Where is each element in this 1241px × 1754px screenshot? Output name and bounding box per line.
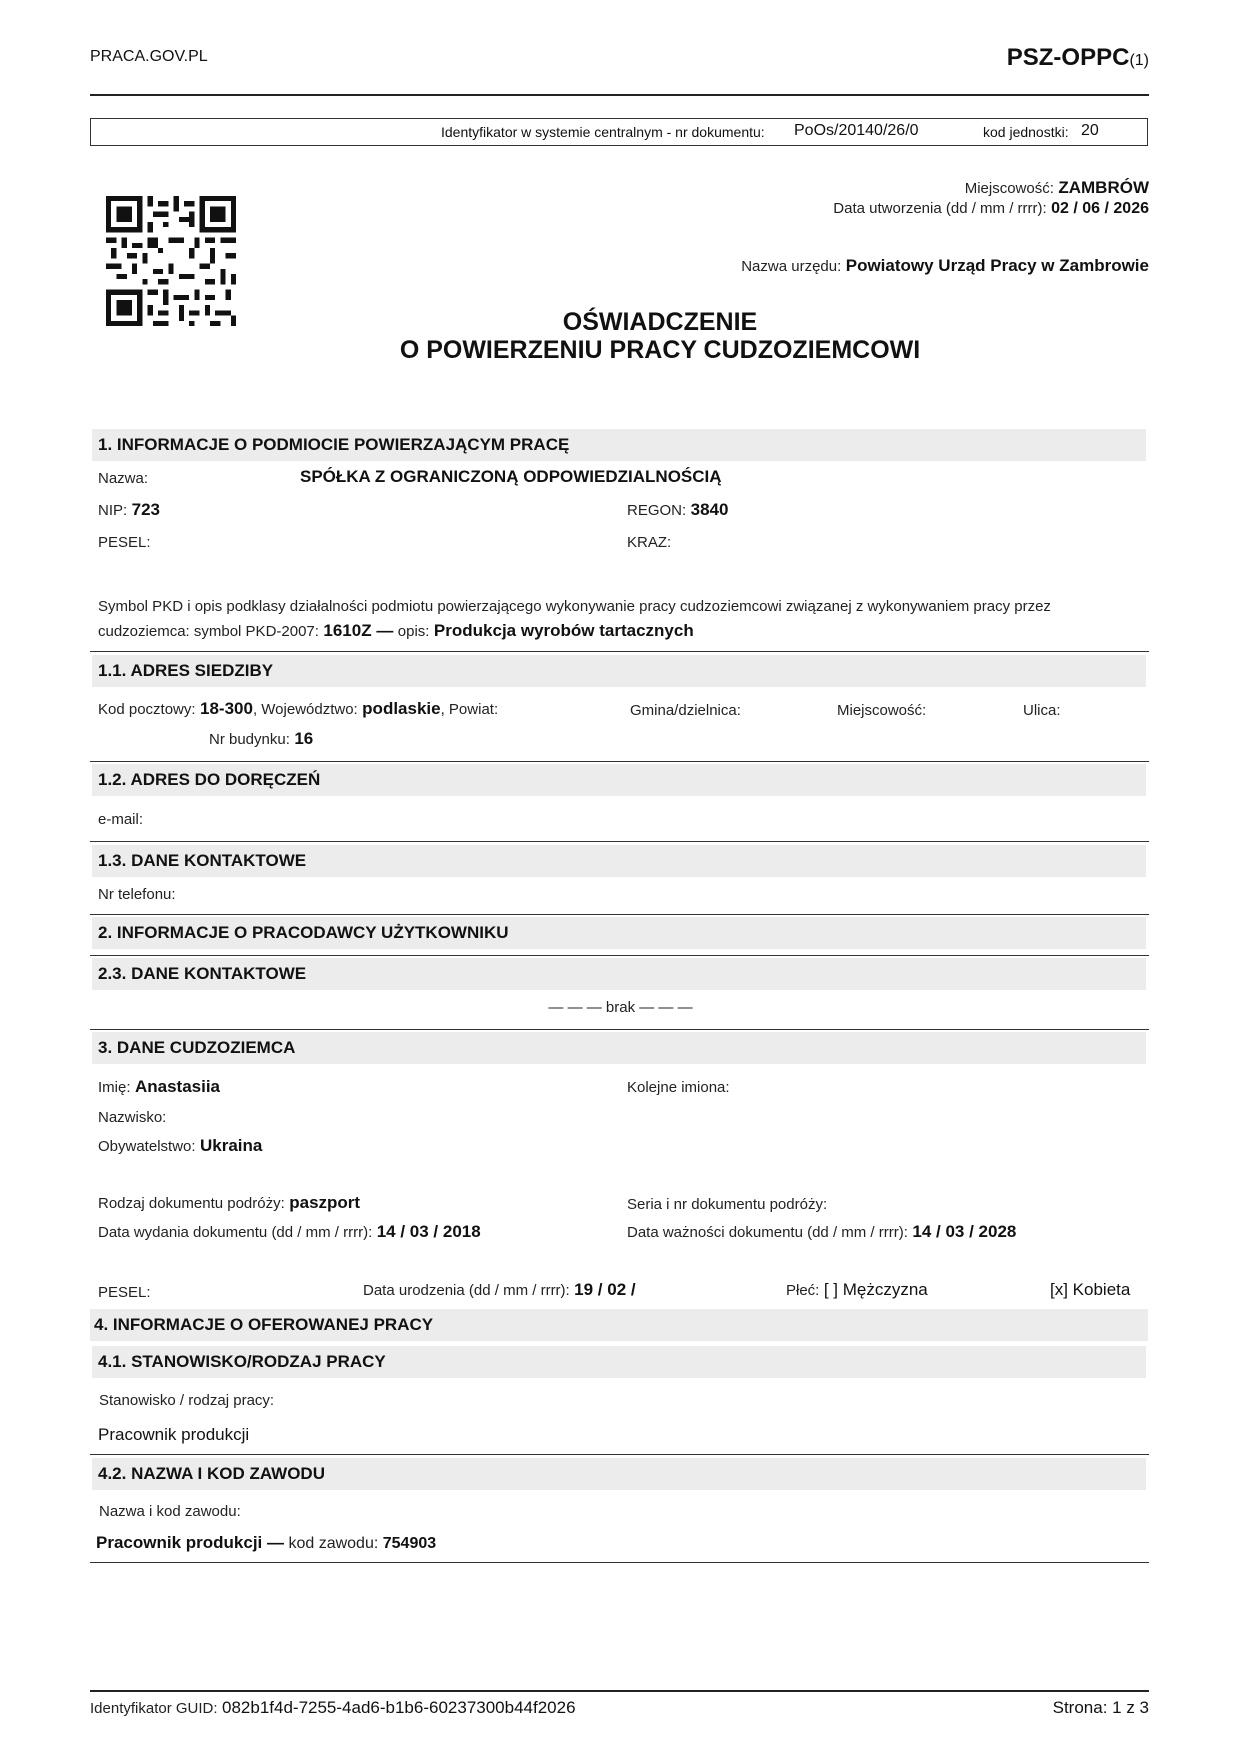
s3-plec-m: [ ] Mężczyzna bbox=[823, 1280, 928, 1299]
s42-label: Nazwa i kod zawodu: bbox=[99, 1503, 241, 1520]
footer-page: Strona: 1 z 3 bbox=[1052, 1698, 1149, 1717]
s1-pkd-opis-value: Produkcja wyrobów tartacznych bbox=[433, 621, 694, 640]
s11-budynek-row bbox=[209, 729, 313, 749]
footer-guid-value: 082b1f4d-7255-4ad6-b1b6-60237300b44f2026 bbox=[222, 1698, 576, 1717]
s1-pkd-symbol: 1610Z — bbox=[323, 621, 394, 640]
s13-phone-label: Nr telefonu: bbox=[98, 886, 176, 903]
section-2-3-header: 2.3. DANE KONTAKTOWE bbox=[92, 958, 1146, 990]
date-value: 02 / 06 / 2026 bbox=[1051, 200, 1149, 217]
rule-4 bbox=[90, 914, 1149, 915]
s42-value: Pracownik produkcji — bbox=[96, 1533, 284, 1552]
s1-pkd-text-2: cudzoziemca: symbol PKD-2007: bbox=[98, 623, 319, 640]
s3-obyw-label: Obywatelstwo: bbox=[98, 1138, 196, 1155]
section-1-3-header: 1.3. DANE KONTAKTOWE bbox=[92, 845, 1146, 877]
section-4-2-header: 4.2. NAZWA I KOD ZAWODU bbox=[92, 1458, 1146, 1490]
title-line-2: O POWIERZENIU PRACY CUDZOZIEMCOWI bbox=[399, 336, 921, 364]
s3-urodz-label: Data urodzenia (dd / mm / rrrr): bbox=[363, 1282, 570, 1299]
s11-postal-value: 18-300 bbox=[200, 699, 253, 718]
id-unit-value: 20 bbox=[1081, 122, 1099, 139]
place-row bbox=[965, 178, 1149, 198]
s11-gmina-label: Gmina/dzielnica: bbox=[630, 702, 741, 719]
header-rule bbox=[90, 94, 1149, 96]
s3-rodzaj-label: Rodzaj dokumentu podróży: bbox=[98, 1195, 285, 1212]
rule-2 bbox=[90, 761, 1149, 762]
footer-guid-label: Identyfikator GUID: bbox=[90, 1700, 218, 1717]
s42-code-value: 754903 bbox=[382, 1535, 437, 1552]
s3-waz-label: Data ważności dokumentu (dd / mm / rrrr): bbox=[627, 1224, 908, 1241]
section-4-header: 4. INFORMACJE O OFEROWANEJ PRACY bbox=[90, 1309, 1148, 1341]
s3-rodzaj-row bbox=[98, 1193, 360, 1213]
s3-waz-value: 14 / 03 / 2028 bbox=[912, 1222, 1017, 1241]
s3-imie-value: Anastasiia bbox=[134, 1077, 221, 1096]
id-doc-no: PoOs/20140/26/0 bbox=[794, 122, 919, 139]
s1-nip-row bbox=[98, 500, 160, 520]
title-line-1: OŚWIADCZENIE bbox=[562, 308, 758, 336]
section-1-2-header: 1.2. ADRES DO DORĘCZEŃ bbox=[92, 764, 1146, 796]
qr-code bbox=[106, 196, 236, 326]
s11-woj-value: podlaskie bbox=[362, 699, 441, 718]
s3-waz-row bbox=[627, 1222, 1016, 1242]
id-box bbox=[90, 118, 1148, 146]
id-unit-label: kod jednostki: bbox=[983, 124, 1069, 140]
s11-budynek-label: Nr budynku: bbox=[209, 731, 290, 748]
s3-urodz-row bbox=[363, 1280, 636, 1300]
s1-name-value: SPÓŁKA Z OGRANICZONĄ ODPOWIEDZIALNOŚCIĄ bbox=[300, 467, 722, 486]
s3-pesel-label: PESEL: bbox=[98, 1284, 151, 1301]
section-1-1-header: 1.1. ADRES SIEDZIBY bbox=[92, 655, 1146, 687]
form-code bbox=[1007, 44, 1149, 72]
s11-powiat-label: , Powiat: bbox=[440, 701, 499, 718]
s41-label: Stanowisko / rodzaj pracy: bbox=[99, 1392, 275, 1409]
form-code-main: PSZ-OPPC bbox=[1006, 44, 1130, 71]
office-label: Nazwa urzędu: bbox=[741, 258, 842, 275]
s3-wyd-value: 14 / 03 / 2018 bbox=[376, 1222, 481, 1241]
s3-plec-row bbox=[786, 1280, 928, 1300]
rule-8 bbox=[90, 1562, 1149, 1563]
rule-3 bbox=[90, 841, 1149, 842]
office-value: Powiatowy Urząd Pracy w Zambrowie bbox=[845, 256, 1149, 275]
s3-imie-label: Imię: bbox=[98, 1079, 131, 1096]
s42-value-row bbox=[96, 1533, 436, 1553]
s11-budynek-value: 16 bbox=[294, 729, 314, 748]
s1-kraz-label: KRAZ: bbox=[627, 534, 672, 551]
rule-6 bbox=[90, 1029, 1149, 1030]
s1-regon-value: 3840 bbox=[690, 500, 729, 519]
footer-rule bbox=[90, 1690, 1149, 1692]
s12-email-label: e-mail: bbox=[98, 811, 144, 828]
section-4-1-header: 4.1. STANOWISKO/RODZAJ PRACY bbox=[92, 1346, 1146, 1378]
date-label: Data utworzenia (dd / mm / rrrr): bbox=[833, 200, 1047, 217]
form-code-version: (1) bbox=[1129, 52, 1149, 69]
site-name: PRACA.GOV.PL bbox=[90, 48, 208, 65]
s3-seria-label: Seria i nr dokumentu podróży: bbox=[627, 1196, 828, 1213]
id-label: Identyfikator w systemie centralnym - nr dokumentu: bbox=[441, 124, 765, 140]
s3-urodz-value: 19 / 02 / bbox=[574, 1280, 636, 1299]
s3-nazwisko-label: Nazwisko: bbox=[98, 1109, 167, 1126]
s1-pkd-row bbox=[98, 621, 694, 641]
s3-kolejne-label: Kolejne imiona: bbox=[627, 1079, 730, 1096]
s11-ulica-label: Ulica: bbox=[1023, 702, 1061, 719]
s1-pesel-label: PESEL: bbox=[98, 534, 151, 551]
s3-imie-row bbox=[98, 1077, 220, 1097]
s11-miejsc-label: Miejscowość: bbox=[837, 702, 927, 719]
office-row bbox=[741, 256, 1149, 276]
s1-name-label: Nazwa: bbox=[98, 470, 149, 487]
s1-pkd-text-1: Symbol PKD i opis podklasy działalności podmiotu powierzającego wykonywanie pracy cudzoziemcowi związanej z wykonywaniem pracy przez bbox=[98, 598, 1051, 615]
section-1-header: 1. INFORMACJE O PODMIOCIE POWIERZAJĄCYM PRACĘ bbox=[92, 429, 1146, 461]
section-2-header: 2. INFORMACJE O PRACODAWCY UŻYTKOWNIKU bbox=[92, 917, 1146, 949]
s3-wyd-label: Data wydania dokumentu (dd / mm / rrrr): bbox=[98, 1224, 373, 1241]
s3-rodzaj-value: paszport bbox=[289, 1193, 361, 1212]
s3-plec-k: [x] Kobieta bbox=[1050, 1280, 1131, 1299]
section-3-header: 3. DANE CUDZOZIEMCA bbox=[92, 1032, 1146, 1064]
s3-wyd-row bbox=[98, 1222, 481, 1242]
s3-obyw-value: Ukraina bbox=[200, 1136, 263, 1155]
s3-obyw-row bbox=[98, 1136, 262, 1156]
s23-none: — — — brak — — — bbox=[548, 999, 693, 1016]
s1-pkd-opis-label: opis: bbox=[397, 623, 430, 640]
rule-7 bbox=[90, 1454, 1149, 1455]
s11-address-row bbox=[98, 699, 498, 719]
rule-1 bbox=[90, 651, 1149, 652]
s42-code-label: kod zawodu: bbox=[288, 1535, 379, 1552]
s1-nip-label: NIP: bbox=[98, 502, 128, 519]
place-label: Miejscowość: bbox=[964, 180, 1054, 197]
rule-5 bbox=[90, 955, 1149, 956]
place-value: ZAMBRÓW bbox=[1058, 178, 1149, 197]
s1-nip-value: 723 bbox=[131, 500, 161, 519]
s3-plec-label: Płeć: bbox=[786, 1282, 820, 1299]
s1-regon-label: REGON: bbox=[627, 502, 687, 519]
footer-guid bbox=[90, 1698, 595, 1718]
s1-regon-row bbox=[627, 500, 728, 520]
s41-value: Pracownik produkcji bbox=[98, 1425, 250, 1444]
date-row bbox=[833, 200, 1149, 218]
s11-woj-label: , Województwo: bbox=[252, 701, 358, 718]
s11-postal-label: Kod pocztowy: bbox=[98, 701, 196, 718]
